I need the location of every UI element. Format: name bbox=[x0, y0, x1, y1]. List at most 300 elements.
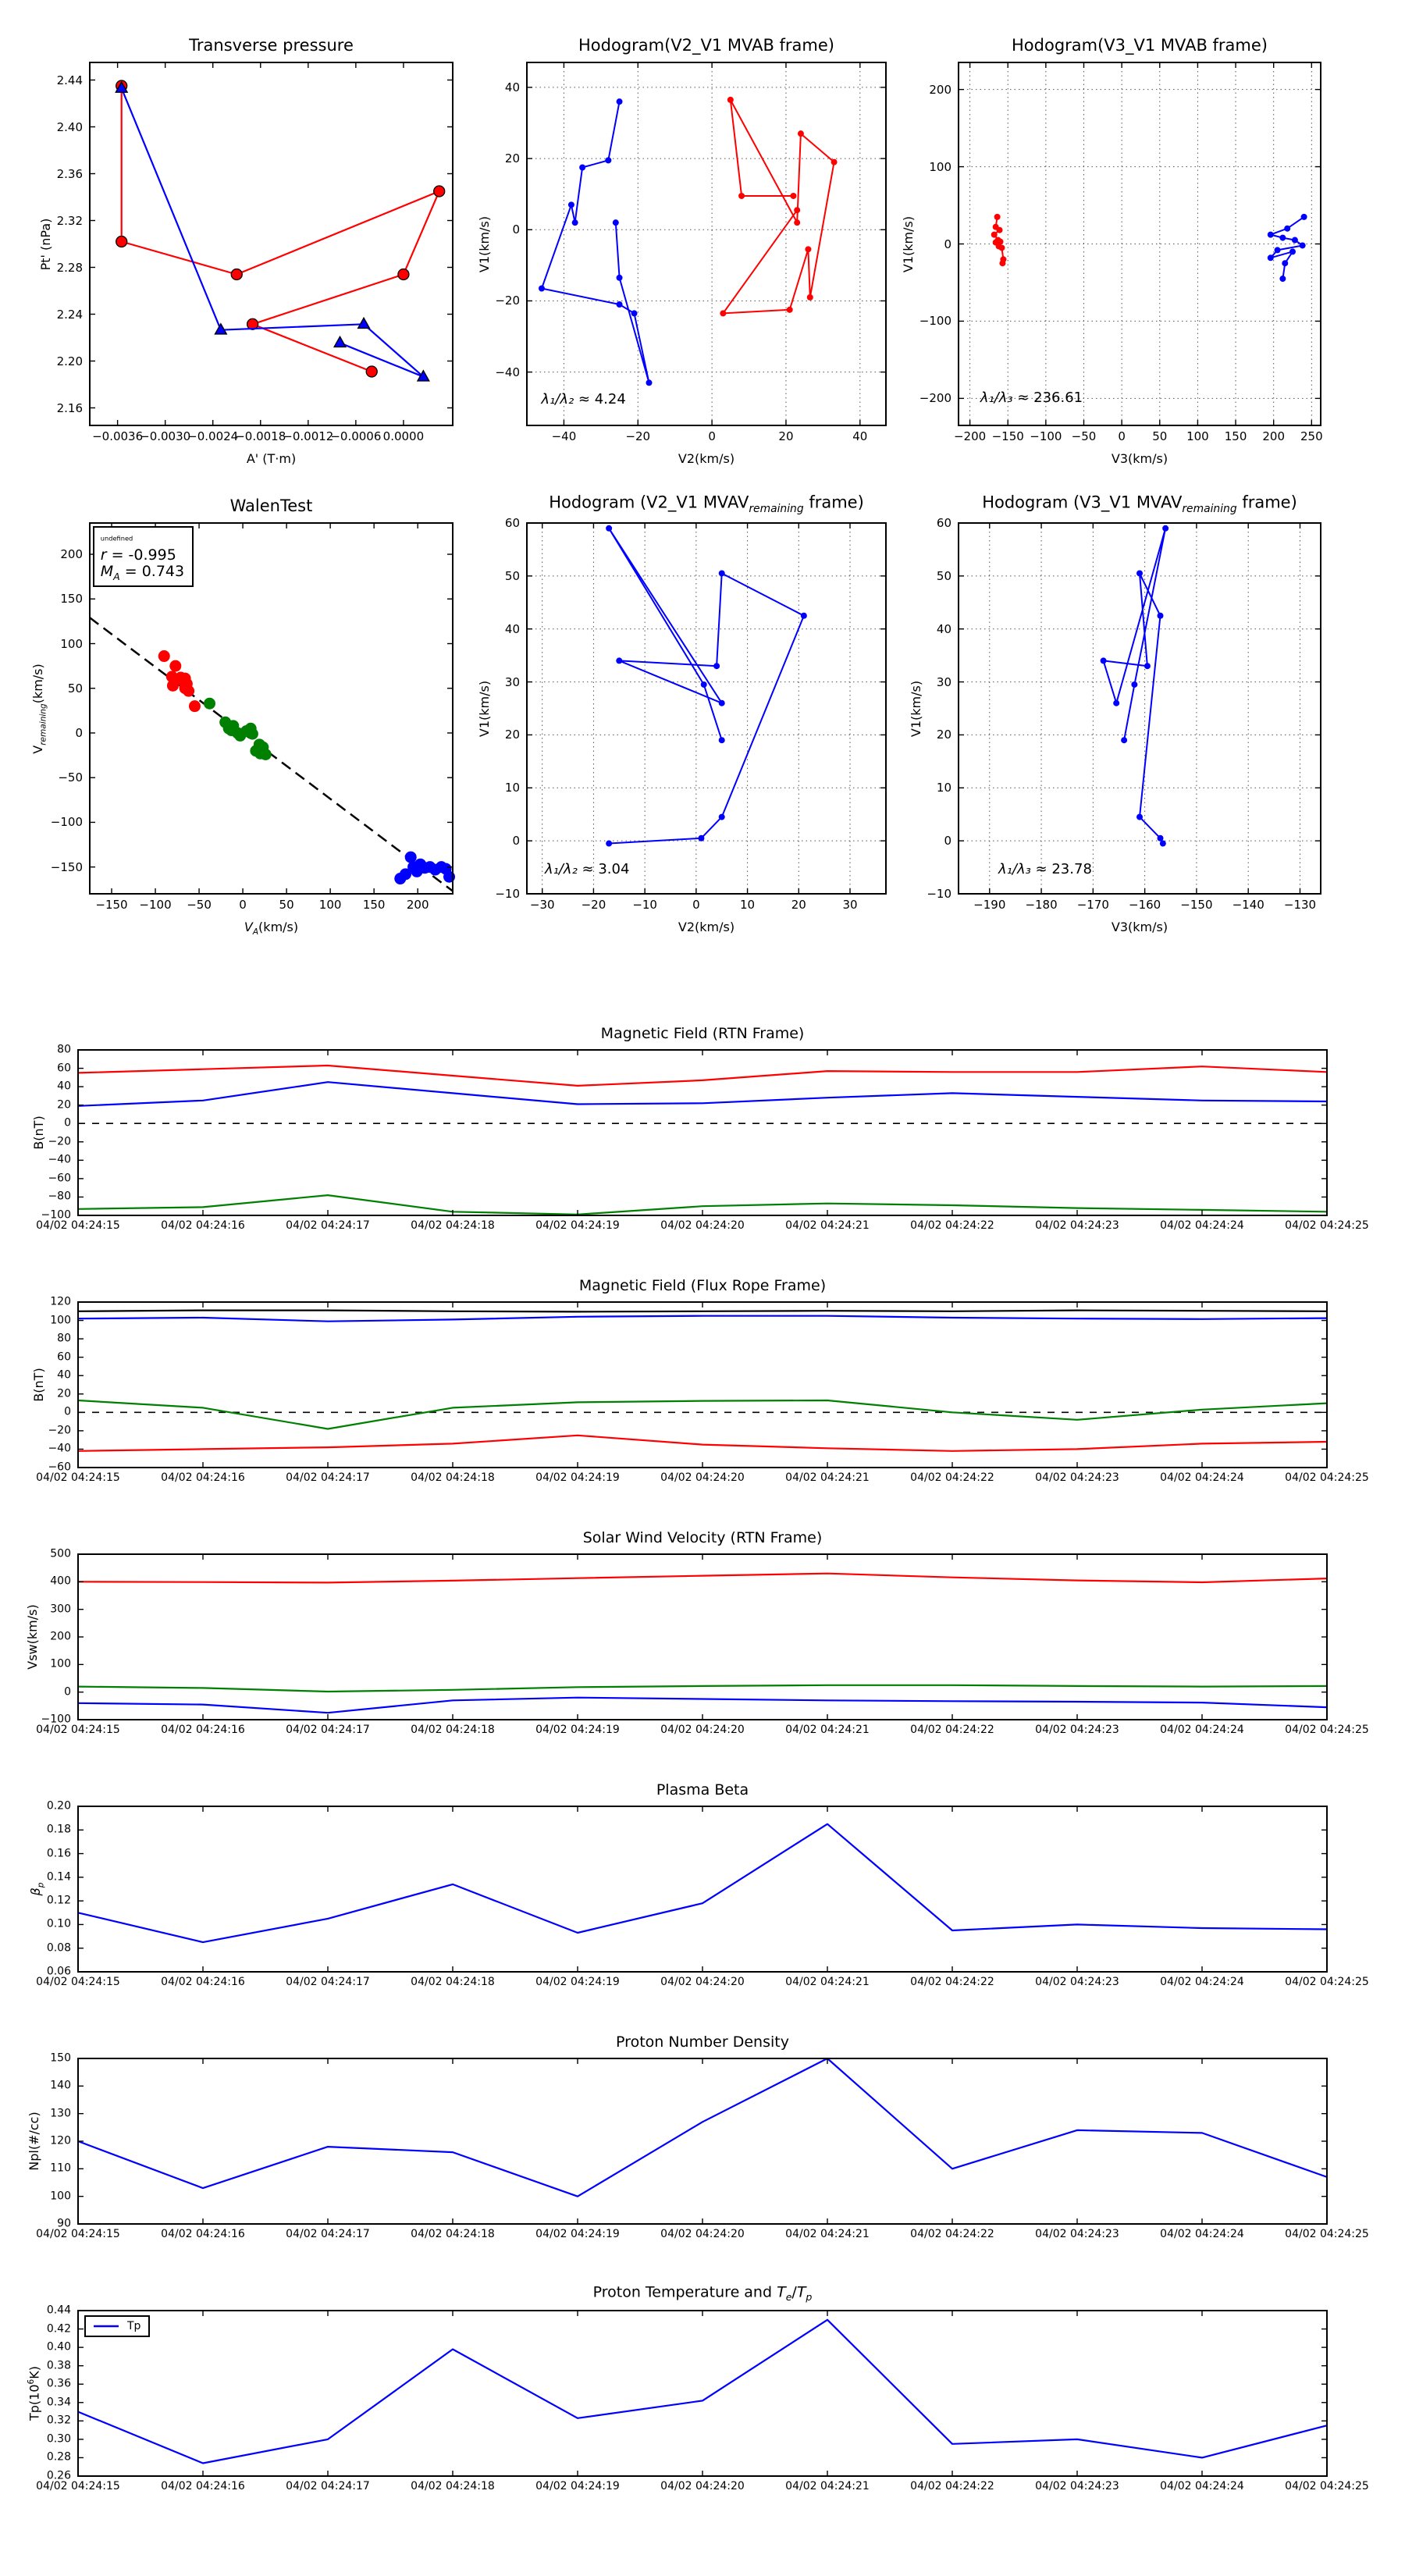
title-hodogram-v3v1-mvab: Hodogram(V3_V1 MVAB frame) bbox=[1012, 35, 1268, 55]
xtick-label: 04/02 04:24:22 bbox=[910, 1976, 994, 1988]
xtick-label: −20 bbox=[581, 898, 606, 912]
xtick-label: 04/02 04:24:20 bbox=[660, 1471, 745, 1484]
ylabel-walen-test: $V_{remaining}(km/s)$ bbox=[30, 663, 48, 754]
data-point-dot bbox=[1158, 835, 1164, 841]
ytick-label: 90 bbox=[57, 2217, 71, 2230]
ytick-label: 10 bbox=[936, 781, 951, 795]
data-point-dot bbox=[738, 193, 745, 199]
xtick-label: 04/02 04:24:19 bbox=[535, 1471, 620, 1484]
title-hodogram-v3v1-mvav: Hodogram (V3_V1 $MVAV_{remaining}$ frame) bbox=[982, 493, 1297, 515]
data-point-dot bbox=[1144, 663, 1151, 669]
ytick-label: 100 bbox=[50, 2189, 71, 2202]
plot-area-mag-flux-rope bbox=[78, 1302, 1327, 1468]
xtick-label: 04/02 04:24:16 bbox=[161, 1471, 245, 1484]
legend-entry bbox=[92, 2320, 140, 2332]
xtick-label: 04/02 04:24:20 bbox=[660, 1976, 745, 1988]
data-point-dot bbox=[605, 157, 611, 163]
ytick-label: −100 bbox=[50, 815, 83, 830]
data-point-dot bbox=[801, 613, 807, 619]
ytick-label: −20 bbox=[495, 294, 520, 308]
annotation: λ₁/λ₂ ≈ 4.24 bbox=[541, 391, 626, 408]
legend-proton-temperature bbox=[84, 2315, 150, 2337]
xtick-label: −50 bbox=[1071, 429, 1097, 443]
series-line-By' bbox=[78, 1400, 1327, 1429]
data-point-dot bbox=[787, 307, 793, 313]
plot-area-mag-rtn bbox=[78, 1050, 1327, 1215]
data-point-dot bbox=[158, 650, 170, 662]
xtick-label: 04/02 04:24:20 bbox=[660, 2228, 745, 2240]
ytick-label: 20 bbox=[57, 1098, 71, 1111]
title-solar-wind-velocity: Solar Wind Velocity (RTN Frame) bbox=[582, 1529, 823, 1547]
data-point-circle bbox=[398, 269, 409, 280]
ylabel-mag-rtn: B(nT) bbox=[31, 1115, 47, 1150]
xtick-label: −20 bbox=[625, 429, 651, 443]
series-line-beta bbox=[78, 1824, 1327, 1942]
ytick-label: 140 bbox=[50, 2079, 71, 2092]
ytick-label: 20 bbox=[504, 151, 520, 165]
data-point-dot bbox=[719, 570, 725, 576]
data-point-dot bbox=[998, 244, 1005, 251]
axes-frame bbox=[527, 62, 886, 425]
xtick-label: 200 bbox=[406, 898, 429, 912]
series-line-Tp bbox=[78, 2320, 1327, 2464]
ytick-label: −100 bbox=[41, 1208, 71, 1222]
data-point-dot bbox=[1279, 276, 1286, 282]
ytick-label: 2.24 bbox=[56, 307, 83, 322]
ytick-label: 50 bbox=[504, 568, 520, 583]
ytick-label: 20 bbox=[504, 728, 520, 742]
data-point-dot bbox=[1136, 814, 1143, 820]
xtick-label: 50 bbox=[279, 898, 294, 912]
ytick-label: 500 bbox=[50, 1547, 71, 1560]
ytick-label: −60 bbox=[48, 1461, 71, 1474]
xtick-label: 10 bbox=[740, 898, 756, 912]
data-point-dot bbox=[1289, 248, 1296, 254]
annotation-box: $^{_{undefined}}$ r = -0.995 $M_A = 0.743$ bbox=[93, 526, 194, 587]
ytick-label: 0 bbox=[512, 833, 520, 848]
ytick-label: 100 bbox=[60, 636, 83, 651]
axes-frame bbox=[90, 62, 453, 425]
xlabel-hodogram-v3v1-mvav: V3(km/s) bbox=[1111, 920, 1168, 934]
xtick-label: 04/02 04:24:25 bbox=[1285, 2480, 1369, 2492]
series-line-2nd half path bbox=[122, 88, 424, 377]
data-point-triangle bbox=[215, 324, 226, 334]
ylabel-mag-flux-rope: B(nT) bbox=[31, 1368, 47, 1402]
series-line-Bz' bbox=[78, 1316, 1327, 1322]
xtick-label: 04/02 04:24:19 bbox=[535, 1976, 620, 1988]
xtick-label: −150 bbox=[95, 898, 128, 912]
data-point-dot bbox=[606, 841, 612, 847]
ylabel-hodogram-v2v1-mvav: V1(km/s) bbox=[477, 680, 493, 737]
ytick-label: 200 bbox=[60, 546, 83, 561]
xtick-label: 04/02 04:24:19 bbox=[535, 1219, 620, 1232]
xtick-label: 04/02 04:24:18 bbox=[411, 1976, 495, 1988]
data-point-dot bbox=[617, 98, 623, 105]
data-point-dot bbox=[1101, 657, 1107, 664]
xtick-label: −0.0030 bbox=[140, 429, 191, 443]
title-hodogram-v2v1-mvab: Hodogram(V2_V1 MVAB frame) bbox=[578, 35, 834, 55]
series-line-Vt bbox=[78, 1685, 1327, 1692]
ytick-label: 60 bbox=[57, 1350, 71, 1363]
ytick-label: 0 bbox=[75, 725, 83, 740]
axes-frame bbox=[78, 1050, 1327, 1215]
title-mag-rtn: Magnetic Field (RTN Frame) bbox=[600, 1025, 805, 1043]
xtick-label: 250 bbox=[1300, 429, 1323, 443]
ytick-label: 0 bbox=[944, 833, 951, 848]
ytick-label: 130 bbox=[50, 2106, 71, 2119]
xtick-label: −150 bbox=[991, 429, 1024, 443]
ytick-label: 0.38 bbox=[46, 2358, 71, 2371]
xtick-label: −30 bbox=[529, 898, 555, 912]
ytick-label: 30 bbox=[504, 674, 520, 689]
xtick-label: 04/02 04:24:15 bbox=[36, 1471, 120, 1484]
xtick-label: 04/02 04:24:21 bbox=[785, 1471, 870, 1484]
xlabel-walen-test: $V_A(km/s)$ bbox=[244, 920, 299, 938]
ytick-label: −60 bbox=[48, 1172, 71, 1185]
xtick-label: 100 bbox=[1186, 429, 1209, 443]
xtick-label: 04/02 04:24:25 bbox=[1285, 1471, 1369, 1484]
data-point-dot bbox=[606, 525, 612, 532]
xtick-label: 04/02 04:24:19 bbox=[535, 2480, 620, 2492]
ytick-label: 120 bbox=[50, 1295, 71, 1308]
xtick-label: 04/02 04:24:25 bbox=[1285, 2228, 1369, 2240]
ytick-label: 40 bbox=[57, 1368, 71, 1382]
ytick-label: 100 bbox=[50, 1657, 71, 1670]
xtick-label: 0 bbox=[708, 429, 716, 443]
data-point-dot bbox=[994, 214, 1001, 220]
xtick-label: 04/02 04:24:15 bbox=[36, 2228, 120, 2240]
xtick-label: 04/02 04:24:18 bbox=[411, 1724, 495, 1736]
ytick-label: −40 bbox=[495, 365, 520, 379]
data-point-dot bbox=[183, 685, 194, 697]
xtick-label: −40 bbox=[551, 429, 577, 443]
xtick-label: 04/02 04:24:17 bbox=[286, 1976, 370, 1988]
xtick-label: 20 bbox=[791, 898, 806, 912]
xtick-label: −0.0018 bbox=[235, 429, 286, 443]
xtick-label: 04/02 04:24:15 bbox=[36, 2480, 120, 2492]
ytick-label: 0.28 bbox=[46, 2450, 71, 2464]
data-point-circle bbox=[231, 269, 242, 280]
xtick-label: −0.0006 bbox=[330, 429, 382, 443]
xtick-label: 40 bbox=[852, 429, 868, 443]
data-point-circle bbox=[434, 186, 445, 197]
data-point-dot bbox=[997, 227, 1003, 233]
data-point-dot bbox=[719, 814, 725, 820]
ytick-label: 100 bbox=[50, 1313, 71, 1326]
ytick-label: 0.18 bbox=[46, 1823, 71, 1836]
xtick-label: 04/02 04:24:23 bbox=[1035, 1471, 1119, 1484]
ytick-label: 0.40 bbox=[46, 2340, 71, 2354]
data-point-dot bbox=[247, 728, 258, 740]
data-point-dot bbox=[790, 193, 796, 199]
xtick-label: 0 bbox=[239, 898, 247, 912]
xtick-label: 04/02 04:24:23 bbox=[1035, 1976, 1119, 1988]
ytick-label: −200 bbox=[919, 391, 951, 406]
ytick-label: 20 bbox=[936, 728, 951, 742]
xtick-label: 04/02 04:24:21 bbox=[785, 2228, 870, 2240]
ytick-label: −20 bbox=[48, 1135, 71, 1148]
ytick-label: 60 bbox=[504, 515, 520, 530]
plot-area-hodogram-v2v1-mvav bbox=[527, 523, 886, 894]
ytick-label: 0.20 bbox=[46, 1799, 71, 1813]
ytick-label: 0.32 bbox=[46, 2414, 71, 2427]
data-point-dot bbox=[617, 275, 623, 281]
xtick-label: 30 bbox=[842, 898, 858, 912]
ytick-label: 150 bbox=[50, 2051, 71, 2065]
ytick-label: 40 bbox=[936, 621, 951, 636]
data-point-dot bbox=[613, 219, 619, 226]
ytick-label: 2.36 bbox=[56, 166, 83, 181]
ytick-label: −10 bbox=[927, 886, 951, 901]
series-line-V-remaining bbox=[723, 100, 834, 314]
data-point-triangle bbox=[334, 336, 346, 347]
ytick-label: 40 bbox=[504, 80, 520, 94]
xtick-label: 04/02 04:24:24 bbox=[1160, 1976, 1244, 1988]
xtick-label: −0.0024 bbox=[187, 429, 239, 443]
data-point-dot bbox=[646, 379, 652, 386]
plot-area-proton-temperature bbox=[78, 2311, 1327, 2476]
series-line-Br bbox=[78, 1066, 1327, 1086]
xtick-label: 04/02 04:24:21 bbox=[785, 2480, 870, 2492]
data-point-dot bbox=[831, 159, 838, 165]
data-point-dot bbox=[1158, 613, 1164, 619]
plot-area-hodogram-v3v1-mvab bbox=[959, 62, 1321, 425]
ytick-label: 200 bbox=[929, 82, 951, 97]
ytick-label: 200 bbox=[50, 1630, 71, 1643]
series-line-1st half path bbox=[122, 86, 439, 372]
plot-area-hodogram-v3v1-mvav bbox=[959, 523, 1321, 894]
series-line-|B| bbox=[78, 1311, 1327, 1312]
xtick-label: 04/02 04:24:17 bbox=[286, 1471, 370, 1484]
ytick-label: 0.10 bbox=[46, 1917, 71, 1930]
xtick-label: 04/02 04:24:25 bbox=[1285, 1976, 1369, 1988]
xtick-label: −50 bbox=[187, 898, 212, 912]
ytick-label: 100 bbox=[929, 159, 951, 174]
xtick-label: 150 bbox=[1224, 429, 1247, 443]
ylabel-proton-density: Npl(#/cc) bbox=[27, 2112, 42, 2171]
ytick-label: 2.28 bbox=[56, 260, 83, 275]
data-point-dot bbox=[1279, 235, 1286, 241]
ytick-label: 0.14 bbox=[46, 1870, 71, 1884]
xtick-label: 04/02 04:24:16 bbox=[161, 1724, 245, 1736]
xtick-label: 04/02 04:24:16 bbox=[161, 1976, 245, 1988]
ytick-label: 0.26 bbox=[46, 2469, 71, 2482]
plot-area-plasma-beta bbox=[78, 1806, 1327, 1972]
data-point-dot bbox=[807, 294, 813, 301]
xtick-label: 04/02 04:24:23 bbox=[1035, 2228, 1119, 2240]
xtick-label: 0.0000 bbox=[382, 429, 425, 443]
xtick-label: −10 bbox=[632, 898, 657, 912]
data-point-dot bbox=[1113, 700, 1119, 706]
data-point-dot bbox=[1121, 737, 1127, 743]
ytick-label: 120 bbox=[50, 2134, 71, 2147]
ytick-label: −10 bbox=[495, 886, 520, 901]
xtick-label: 04/02 04:24:23 bbox=[1035, 1724, 1119, 1736]
ytick-label: 60 bbox=[57, 1061, 71, 1074]
ytick-label: 0.12 bbox=[46, 1894, 71, 1907]
ytick-label: 2.20 bbox=[56, 354, 83, 368]
ylabel-hodogram-v2v1-mvab: V1(km/s) bbox=[477, 215, 493, 272]
data-point-dot bbox=[1136, 570, 1143, 576]
ytick-label: 2.40 bbox=[56, 119, 83, 134]
xlabel-hodogram-v3v1-mvab: V3(km/s) bbox=[1111, 451, 1168, 466]
data-point-dot bbox=[617, 301, 623, 308]
xtick-label: 04/02 04:24:17 bbox=[286, 2228, 370, 2240]
title-walen-test: WalenTest bbox=[229, 496, 313, 515]
data-point-dot bbox=[1268, 232, 1274, 238]
ylabel-plasma-beta: $\beta_p$ bbox=[28, 1882, 46, 1896]
data-point-dot bbox=[1131, 681, 1137, 688]
xtick-label: −150 bbox=[1180, 898, 1213, 912]
ytick-label: −40 bbox=[48, 1153, 71, 1166]
data-point-dot bbox=[727, 97, 734, 103]
xtick-label: 04/02 04:24:24 bbox=[1160, 2228, 1244, 2240]
data-point-dot bbox=[805, 246, 811, 252]
data-point-dot bbox=[189, 700, 201, 712]
data-point-dot bbox=[1160, 841, 1166, 847]
axes-frame bbox=[78, 1302, 1327, 1468]
xtick-label: 04/02 04:24:22 bbox=[910, 2480, 994, 2492]
annotation: λ₁/λ₂ ≈ 3.04 bbox=[545, 861, 630, 878]
ytick-label: 0.34 bbox=[46, 2396, 71, 2409]
ytick-label: 0 bbox=[64, 1685, 71, 1698]
xlabel-hodogram-v2v1-mvab: V2(km/s) bbox=[678, 451, 735, 466]
xtick-label: 04/02 04:24:22 bbox=[910, 1471, 994, 1484]
data-point-dot bbox=[719, 737, 725, 743]
axes-frame bbox=[78, 1806, 1327, 1972]
ytick-label: −40 bbox=[48, 1442, 71, 1455]
legend-sample-icon bbox=[92, 2320, 120, 2332]
data-point-circle bbox=[366, 366, 377, 377]
xtick-label: −130 bbox=[1283, 898, 1317, 912]
xtick-label: 04/02 04:24:23 bbox=[1035, 2480, 1119, 2492]
data-point-dot bbox=[701, 681, 707, 688]
ytick-label: 300 bbox=[50, 1602, 71, 1615]
ytick-label: 20 bbox=[57, 1387, 71, 1400]
xtick-label: 0 bbox=[1118, 429, 1126, 443]
title-proton-temperature: Proton Temperature and $T_e/T_p$ bbox=[592, 2283, 813, 2304]
series-line-Bx' bbox=[78, 1436, 1327, 1451]
xtick-label: 04/02 04:24:17 bbox=[286, 2480, 370, 2492]
data-point-dot bbox=[1282, 260, 1288, 266]
xtick-label: 04/02 04:24:24 bbox=[1160, 1219, 1244, 1232]
xtick-label: 04/02 04:24:19 bbox=[535, 1724, 620, 1736]
xtick-label: 04/02 04:24:20 bbox=[660, 1219, 745, 1232]
title-transverse-pressure: Transverse pressure bbox=[189, 35, 354, 55]
ytick-label: 150 bbox=[60, 592, 83, 607]
ytick-label: 0.16 bbox=[46, 1846, 71, 1859]
series-line-Npl bbox=[78, 2058, 1327, 2197]
ytick-label: 400 bbox=[50, 1574, 71, 1588]
ytick-label: −20 bbox=[48, 1424, 71, 1437]
data-point-dot bbox=[250, 745, 261, 756]
data-point-dot bbox=[579, 164, 585, 170]
ytick-label: −80 bbox=[48, 1190, 71, 1203]
xtick-label: 04/02 04:24:24 bbox=[1160, 1471, 1244, 1484]
data-point-dot bbox=[1275, 247, 1281, 253]
xtick-label: 04/02 04:24:17 bbox=[286, 1724, 370, 1736]
ylabel-solar-wind-velocity: Vsw(km/s) bbox=[25, 1604, 41, 1670]
ytick-label: 2.44 bbox=[56, 73, 83, 87]
axes-frame bbox=[78, 2058, 1327, 2224]
xtick-label: 04/02 04:24:15 bbox=[36, 1219, 120, 1232]
ytick-label: −100 bbox=[919, 314, 951, 329]
data-point-dot bbox=[616, 657, 622, 664]
xtick-label: 04/02 04:24:25 bbox=[1285, 1724, 1369, 1736]
data-point-dot bbox=[720, 310, 726, 316]
ytick-label: 50 bbox=[936, 568, 951, 583]
xtick-label: 04/02 04:24:18 bbox=[411, 1219, 495, 1232]
xtick-label: −0.0036 bbox=[92, 429, 144, 443]
ytick-label: 0 bbox=[64, 1116, 71, 1130]
data-point-dot bbox=[169, 660, 181, 672]
ytick-label: −150 bbox=[50, 859, 83, 874]
title-plasma-beta: Plasma Beta bbox=[656, 1781, 749, 1799]
ytick-label: 0.42 bbox=[46, 2322, 71, 2335]
data-point-dot bbox=[204, 698, 215, 710]
data-point-dot bbox=[1300, 242, 1306, 248]
ytick-label: 0.30 bbox=[46, 2432, 71, 2446]
xtick-label: 04/02 04:24:19 bbox=[535, 2228, 620, 2240]
xtick-label: −160 bbox=[1129, 898, 1161, 912]
data-point-dot bbox=[572, 219, 578, 226]
series-line-Vr bbox=[78, 1574, 1327, 1583]
xtick-label: 04/02 04:24:21 bbox=[785, 1976, 870, 1988]
ytick-label: 0 bbox=[64, 1405, 71, 1418]
data-point-triangle bbox=[358, 318, 370, 328]
xtick-label: 150 bbox=[362, 898, 386, 912]
xtick-label: 50 bbox=[1152, 429, 1168, 443]
xtick-label: 04/02 04:24:20 bbox=[660, 1724, 745, 1736]
data-point-dot bbox=[1162, 525, 1168, 532]
series-line-B-alfven bbox=[542, 101, 649, 382]
xtick-label: 04/02 04:24:21 bbox=[785, 1724, 870, 1736]
ytick-label: 50 bbox=[67, 681, 83, 696]
ytick-label: −50 bbox=[58, 770, 83, 785]
data-point-dot bbox=[794, 219, 800, 226]
plot-area-proton-density bbox=[78, 2058, 1327, 2224]
xtick-label: −200 bbox=[953, 429, 987, 443]
ytick-label: 40 bbox=[504, 621, 520, 636]
axes-frame bbox=[78, 1554, 1327, 1720]
xtick-label: 04/02 04:24:15 bbox=[36, 1724, 120, 1736]
ytick-label: 80 bbox=[57, 1043, 71, 1056]
data-point-dot bbox=[405, 852, 417, 863]
xtick-label: 04/02 04:24:22 bbox=[910, 1724, 994, 1736]
ytick-label: 0 bbox=[512, 222, 520, 237]
ytick-label: 0.36 bbox=[46, 2377, 71, 2390]
annotation: λ₁/λ₃ ≈ 236.61 bbox=[980, 390, 1083, 407]
ytick-label: 0 bbox=[944, 237, 951, 251]
xtick-label: −170 bbox=[1076, 898, 1109, 912]
ytick-label: −100 bbox=[41, 1713, 71, 1726]
data-point-dot bbox=[1292, 237, 1298, 244]
data-point-dot bbox=[1284, 226, 1290, 232]
title-proton-density: Proton Number Density bbox=[616, 2033, 789, 2051]
title-mag-flux-rope: Magnetic Field (Flux Rope Frame) bbox=[578, 1277, 827, 1295]
annotation: λ₁/λ₃ ≈ 23.78 bbox=[998, 861, 1092, 878]
xtick-label: 04/02 04:24:18 bbox=[411, 2480, 495, 2492]
ylabel-proton-temperature: $Tp(10^6K)$ bbox=[27, 2366, 42, 2421]
ytick-label: 60 bbox=[936, 515, 951, 530]
data-point-dot bbox=[539, 285, 545, 291]
ytick-label: 0.08 bbox=[46, 1941, 71, 1955]
xtick-label: 04/02 04:24:23 bbox=[1035, 1219, 1119, 1232]
xtick-label: 04/02 04:24:24 bbox=[1160, 1724, 1244, 1736]
ylabel-hodogram-v3v1-mvav: V1(km/s) bbox=[909, 680, 924, 737]
xtick-label: 04/02 04:24:17 bbox=[286, 1219, 370, 1232]
ytick-label: 30 bbox=[936, 674, 951, 689]
